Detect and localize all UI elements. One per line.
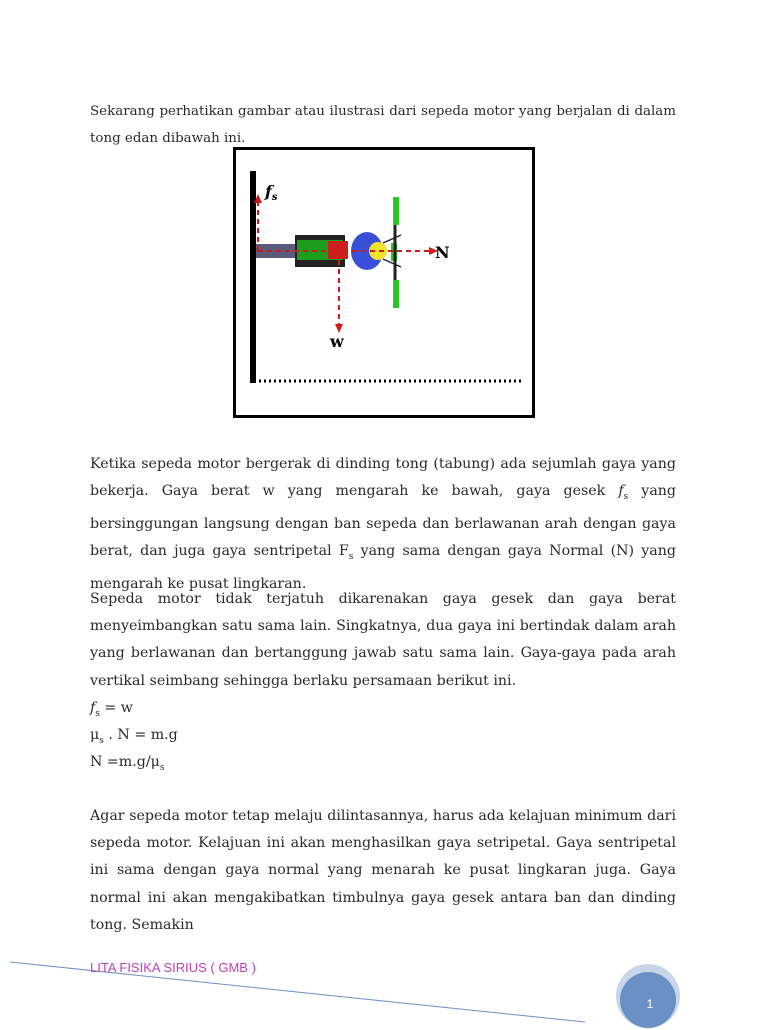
paragraph-minimum-speed: Agar sepeda motor tetap melaju dilintasannya, harus ada kelajuan minimum dari sepeda motor. Kelajuan ini akan menghasilkan gaya setripetal. Gaya sentripetal ini sama dengan gaya normal yang menarah ke pusat lingkaran juga. Gaya normal ini akan mengakibatkan timbulnya gaya gesek antara ban dan dinding tong. Semakin	[90, 808, 676, 933]
intro-paragraph: Sekarang perhatikan gambar atau ilustrasi dari sepeda motor yang berjalan di dalam tong edan dibawah ini.	[90, 104, 676, 147]
equation-2: $\mu_s$ . N = m.g	[90, 727, 178, 746]
footer-text: LITA FISIKA SIRIUS ( GMB )	[90, 960, 256, 975]
paragraph-forces: Ketika sepeda motor bergerak di dinding tong (tabung) ada sejumlah gaya yang bekerja. Gaya berat w yang mengarah ke bawah, gaya gesek $f_s$ yang bersinggungan langsung dengan ban sepeda dan berlawanan arah dengan gaya berat, dan juga gaya sentripetal $F_s$ yang sama dengan gaya Normal (N) yang mengarah ke pusat lingkaran.	[90, 456, 677, 593]
normal-label: N	[435, 243, 450, 262]
equation-1: $f_s = w$	[90, 700, 133, 719]
weight-label: w	[330, 332, 344, 351]
page-number-badge	[615, 963, 681, 1029]
paragraph-balance: Sepeda motor tidak terjatuh dikarenakan gaya gesek dan gaya berat menyeimbangkan satu sama lain. Singkatnya, dua gaya ini bertindak dalam arah yang berlawanan dan bertanggung jawab satu sama lain. Gaya-gaya pada arah vertikal seimbang sehingga berlaku persamaan berikut ini.	[90, 591, 676, 689]
motorcycle-force-diagram	[233, 147, 535, 418]
page-number: 1	[646, 997, 654, 1011]
fs-label: fs	[265, 182, 278, 203]
equation-3: $N =m.g/\mu_s$	[90, 754, 165, 773]
